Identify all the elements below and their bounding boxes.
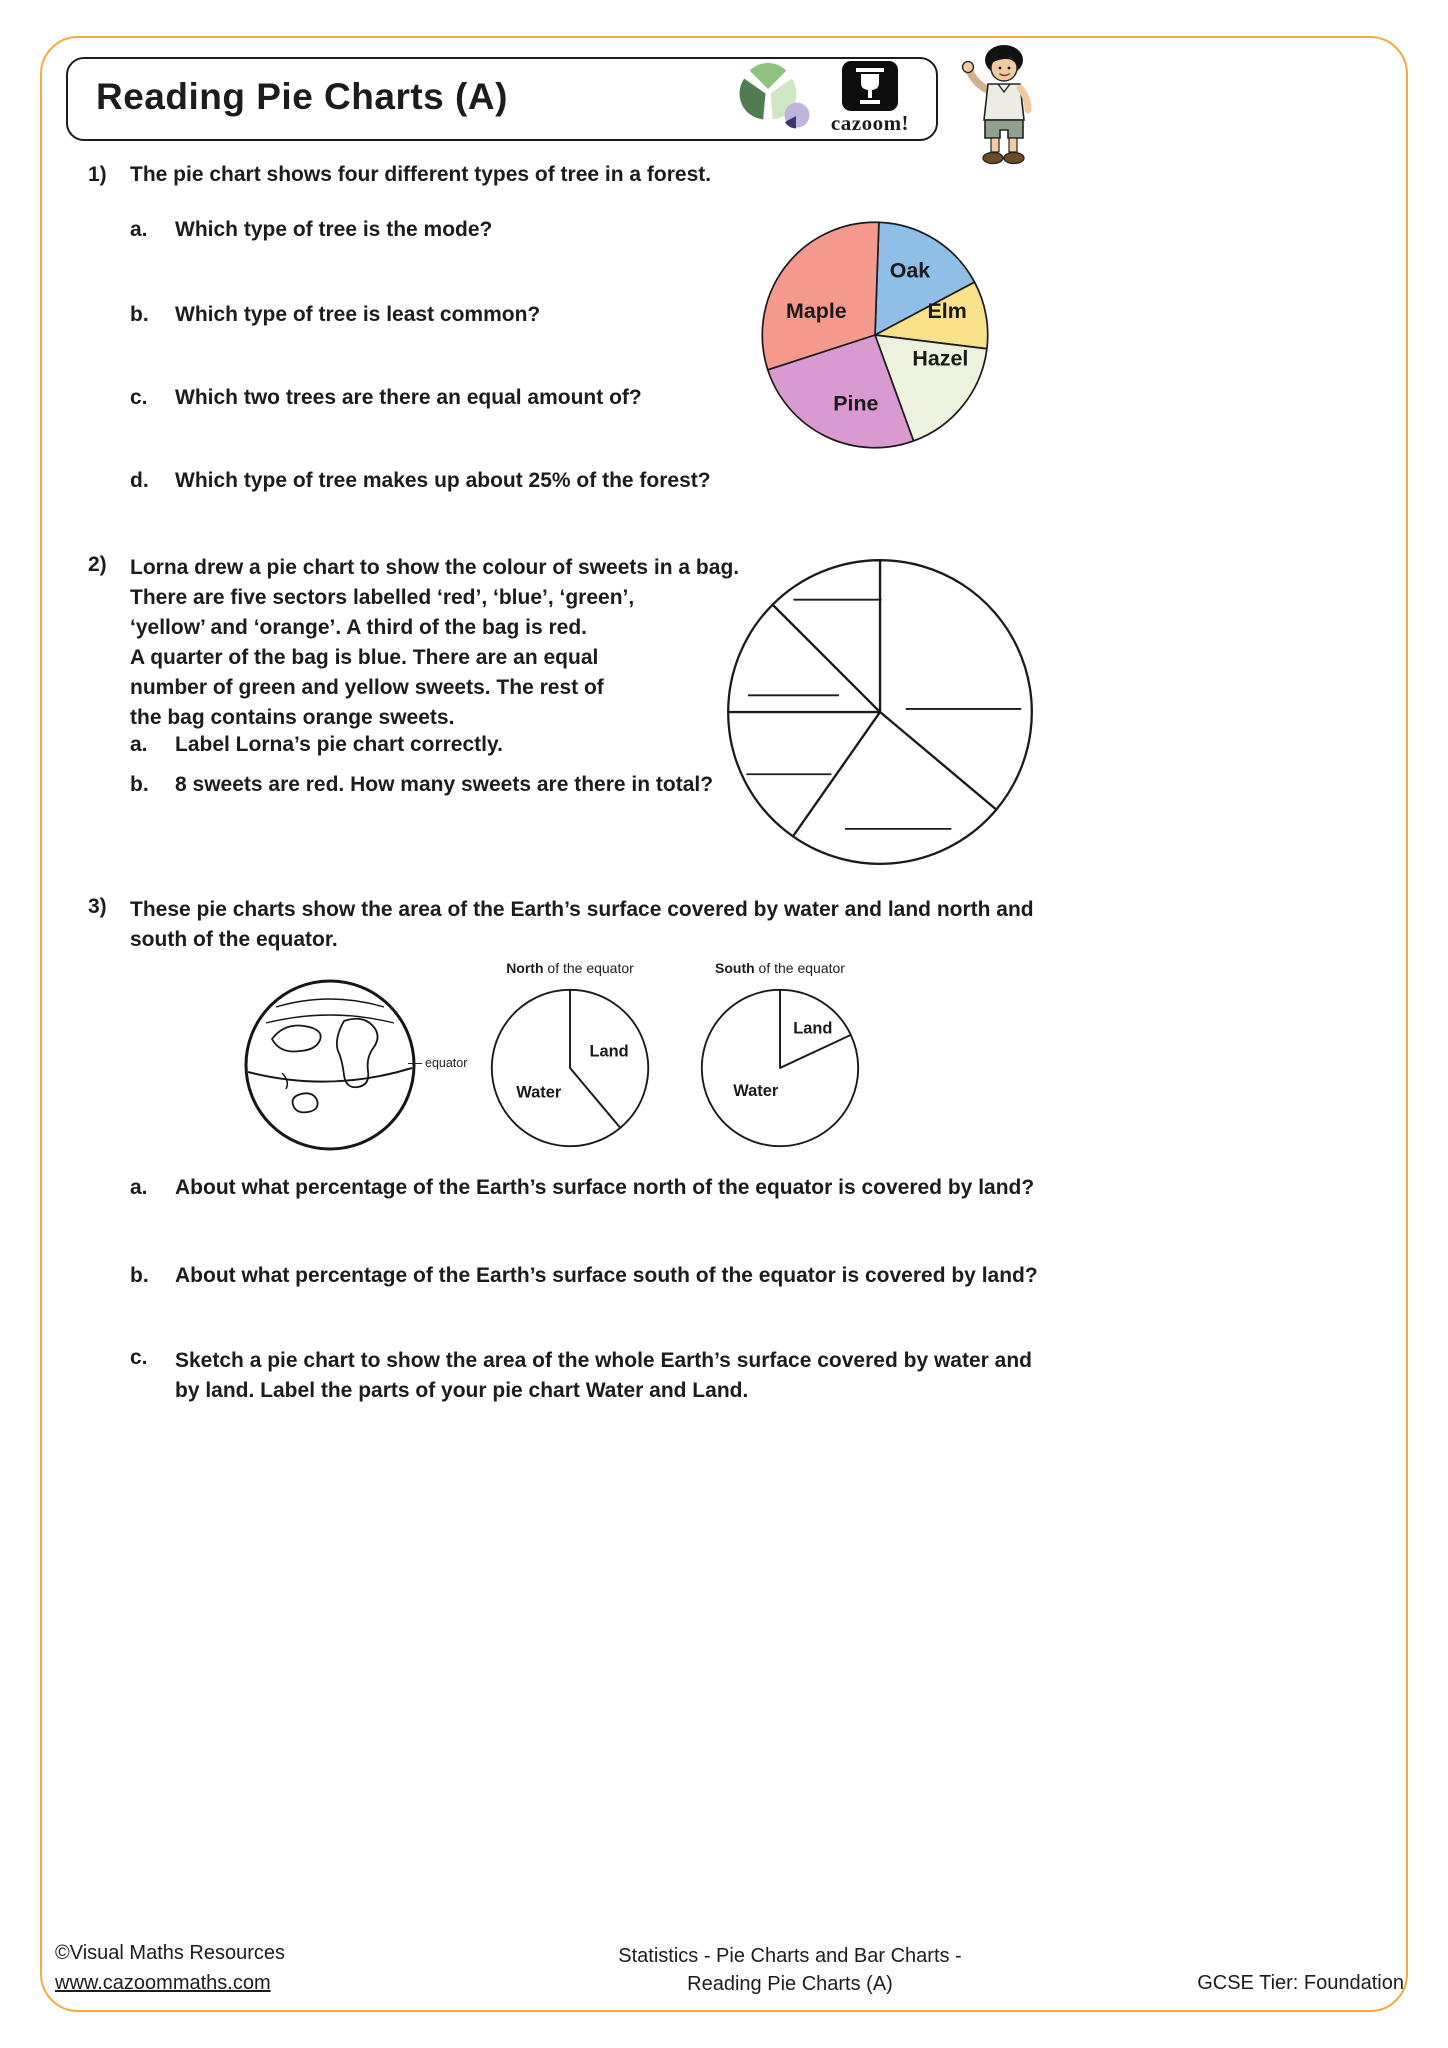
q2-text-line: A quarter of the bag is blue. There are an equal — [130, 646, 599, 669]
part-label: d. — [130, 469, 149, 492]
svg-text:Land: Land — [589, 1042, 629, 1061]
south-pie-title — [680, 960, 880, 976]
north-pie-title — [470, 960, 670, 976]
equator-leader-line — [408, 1063, 422, 1064]
svg-text:Hazel: Hazel — [912, 346, 969, 371]
q2-text-line: ‘yellow’ and ‘orange’. A third of the bag is red. — [130, 616, 588, 639]
svg-text:Elm: Elm — [927, 299, 967, 324]
part-text: About what percentage of the Earth’s surface south of the equator is covered by land? — [175, 1264, 1038, 1287]
q2-part-b — [130, 773, 713, 797]
q2-text-line: number of green and yellow sweets. The rest of — [130, 676, 604, 699]
footer-website-link[interactable]: www.cazoommaths.com — [55, 1972, 271, 1994]
footer-center — [530, 1942, 1050, 1998]
svg-text:Land: Land — [793, 1019, 833, 1038]
q2-text-line: Lorna drew a pie chart to show the colour of sweets in a bag. — [130, 556, 740, 579]
south-title-rest: of the equator — [754, 960, 845, 976]
globe-illustration — [242, 977, 418, 1153]
q2-text-line: There are five sectors labelled ‘red’, ‘blue’, ‘green’, — [130, 586, 635, 609]
part-label: a. — [130, 1176, 148, 1199]
part-text: Which type of tree makes up about 25% of the forest? — [175, 469, 711, 492]
part-text: Which two trees are there an equal amount of? — [175, 386, 642, 409]
north-title-rest: of the equator — [543, 960, 634, 976]
q3-text-line: south of the equator. — [130, 928, 338, 951]
footer-topic-line2: Reading Pie Charts (A) — [687, 1973, 893, 1995]
q1-part-d — [130, 469, 711, 493]
q1-part-b — [130, 303, 540, 327]
north-hemisphere-pie-chart — [484, 982, 656, 1154]
sweets-pie-chart — [713, 545, 1047, 879]
q3-text — [130, 895, 1034, 955]
part-label: a. — [130, 733, 148, 756]
footer-topic-line1: Statistics - Pie Charts and Bar Charts - — [618, 1945, 962, 1967]
svg-text:Oak: Oak — [889, 258, 931, 283]
part-label: b. — [130, 1264, 149, 1287]
page-title: Reading Pie Charts (A) — [96, 76, 508, 117]
q2-text — [130, 553, 739, 733]
part-label: c. — [130, 386, 148, 409]
boy-illustration — [948, 40, 1048, 170]
footer-left — [55, 1942, 285, 1995]
part-label: a. — [130, 218, 148, 241]
south-hemisphere-pie-chart — [694, 982, 866, 1154]
svg-text:Water: Water — [733, 1081, 779, 1100]
part-label: b. — [130, 773, 149, 796]
q3-text-line: These pie charts show the area of the Earth’s surface covered by water and land north and — [130, 898, 1034, 921]
q3-part-a — [130, 1176, 1034, 1200]
part-label: b. — [130, 303, 149, 326]
q3-number: 3) — [88, 895, 107, 918]
svg-text:Pine: Pine — [833, 391, 879, 416]
part-text: Label Lorna’s pie chart correctly. — [175, 733, 503, 756]
q1-text: The pie chart shows four different types of tree in a forest. — [130, 163, 712, 186]
pie-chart-logo-icon — [730, 60, 814, 134]
part-text: Which type of tree is least common? — [175, 303, 541, 326]
north-title-bold: North — [506, 960, 544, 976]
trees-pie-chart — [751, 211, 999, 459]
svg-text:Maple: Maple — [786, 299, 847, 324]
south-title-bold: South — [715, 960, 755, 976]
q2-part-a — [130, 733, 503, 757]
equator-label: equator — [425, 1056, 468, 1070]
q1-part-c — [130, 386, 642, 410]
part-text: Which type of tree is the mode? — [175, 218, 493, 241]
part-text — [175, 1346, 1032, 1406]
q2-number: 2) — [88, 553, 107, 576]
cazoom-brand-text: cazoom! — [830, 111, 910, 135]
part-text-line: by land. Label the parts of your pie chart Water and Land. — [175, 1379, 749, 1402]
part-text: About what percentage of the Earth’s surface north of the equator is covered by land? — [175, 1176, 1035, 1199]
q2-text-line: the bag contains orange sweets. — [130, 706, 455, 729]
q3-part-c — [130, 1346, 1032, 1406]
part-text-line: Sketch a pie chart to show the area of the whole Earth’s surface covered by water and — [175, 1349, 1032, 1372]
q1-part-a — [130, 218, 492, 242]
equator-callout — [408, 1056, 467, 1070]
part-label: c. — [130, 1346, 148, 1369]
footer-tier: GCSE Tier: Foundation — [1197, 1972, 1404, 1994]
footer-copyright: ©Visual Maths Resources — [55, 1942, 286, 1964]
svg-text:Water: Water — [516, 1083, 562, 1102]
q3-part-b — [130, 1264, 1038, 1288]
part-text: 8 sweets are red. How many sweets are there in total? — [175, 773, 714, 796]
cazoom-logo-icon — [842, 61, 898, 111]
q1-number: 1) — [88, 163, 107, 186]
